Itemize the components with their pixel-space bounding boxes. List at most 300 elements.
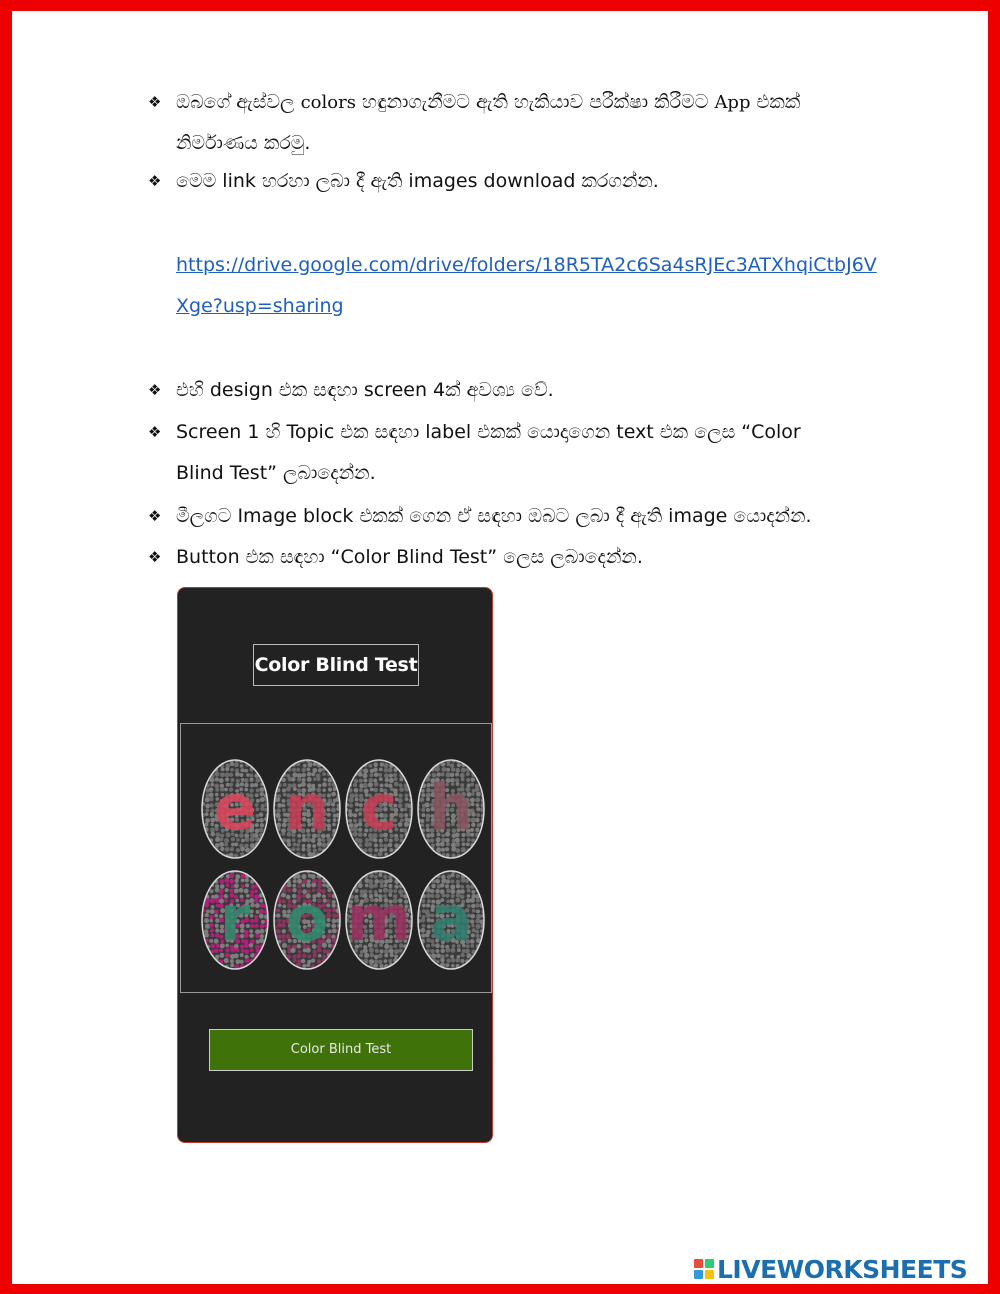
- plate-dot: [353, 813, 357, 817]
- bullet-item-2: [148, 161, 888, 202]
- plate-dot: [254, 759, 258, 763]
- plate-dot: [436, 868, 440, 872]
- plate-dot: [475, 930, 479, 934]
- plate-dot: [266, 849, 270, 853]
- plate-dot: [254, 853, 258, 857]
- plate-dot: [209, 923, 213, 927]
- plate-dot: [327, 869, 331, 873]
- plate-letter: r: [219, 882, 251, 955]
- plate-dot: [245, 958, 250, 963]
- plate-dot: [215, 853, 220, 858]
- plate-dot: [200, 783, 204, 787]
- plate-dot: [336, 949, 340, 953]
- plate-dot: [384, 959, 388, 963]
- plate-dot: [348, 819, 352, 823]
- plate-dot: [249, 854, 253, 858]
- plate-dot: [205, 804, 210, 809]
- plate-dot: [240, 874, 245, 879]
- plate-dot: [425, 874, 429, 878]
- plate-dot: [206, 762, 210, 766]
- plate-dot: [374, 848, 378, 852]
- plate-letter: n: [284, 771, 330, 844]
- plate-dot: [266, 778, 270, 782]
- plate-dot: [416, 945, 420, 949]
- plate-dot: [415, 894, 420, 899]
- plate-dot: [403, 762, 408, 767]
- plate-dot: [272, 883, 276, 887]
- plate-dot: [286, 963, 291, 968]
- plate-dot: [388, 868, 392, 872]
- plate-dot: [205, 913, 209, 917]
- plate-dot: [332, 908, 336, 912]
- plate-dot: [353, 783, 357, 787]
- plate-dot: [206, 875, 210, 879]
- plate-dot: [349, 853, 353, 857]
- diamond-bullet-icon: ❖: [148, 93, 162, 111]
- plate-dot: [204, 879, 208, 883]
- plate-dot: [408, 843, 412, 847]
- plate-dot: [327, 964, 332, 969]
- plate-dot: [471, 763, 475, 767]
- plate-letter: o: [285, 882, 329, 955]
- plate-dot: [331, 768, 336, 773]
- plate-dot: [476, 909, 480, 913]
- plate-dot: [210, 764, 214, 768]
- plate-dot: [255, 963, 260, 968]
- plate-dot: [250, 924, 254, 928]
- plate-dot: [336, 782, 341, 787]
- plate-dot: [204, 822, 208, 826]
- plate-dot: [358, 844, 362, 848]
- plate-dot: [482, 944, 486, 948]
- plate-dot: [293, 958, 297, 962]
- plate-dot: [332, 928, 337, 933]
- plate-dot: [416, 757, 421, 762]
- plate-dot: [416, 878, 421, 883]
- plate-dot: [415, 838, 419, 842]
- plate-letter: h: [428, 771, 474, 844]
- plate-dot: [472, 909, 476, 913]
- plate-dot: [348, 772, 353, 777]
- plate-dot: [349, 823, 354, 828]
- plate-dot: [353, 819, 357, 823]
- color-blind-test-button[interactable]: Color Blind Test: [209, 1029, 473, 1071]
- plate-dot: [278, 883, 282, 887]
- plate-dot: [200, 945, 204, 949]
- plate-dot: [224, 958, 229, 963]
- drive-link[interactable]: [176, 245, 896, 327]
- plate-dot: [250, 903, 255, 908]
- plate-dot: [200, 890, 205, 895]
- plate-dot: [354, 963, 359, 968]
- bullet-1-line2: නිර්මාණය කරමු.: [176, 132, 311, 154]
- plate-dot: [281, 870, 285, 874]
- plate-dot: [344, 777, 349, 782]
- plate-dot: [201, 828, 205, 832]
- plate-dot: [355, 798, 359, 802]
- plate-dot: [271, 837, 276, 842]
- plate-dot: [383, 875, 387, 879]
- plate-dot: [327, 763, 331, 767]
- plate-dot: [210, 853, 215, 858]
- plate-dot: [384, 852, 388, 856]
- plate-dot: [259, 818, 263, 822]
- plate-dot: [476, 813, 480, 817]
- plate-dot: [410, 768, 414, 772]
- plate-dot: [254, 868, 259, 873]
- plate-dot: [404, 960, 408, 964]
- plate-dot: [420, 868, 425, 873]
- plate-dot: [404, 794, 408, 798]
- plate-dot: [205, 964, 209, 968]
- color-plate: [271, 868, 342, 969]
- plate-dot: [393, 869, 397, 873]
- plate-dot: [337, 889, 342, 894]
- plate-dot: [210, 928, 214, 932]
- plate-dot: [481, 848, 485, 852]
- plate-dot: [455, 958, 460, 963]
- plate-dot: [408, 964, 413, 969]
- plate-dot: [331, 759, 336, 764]
- plate-dot: [426, 870, 430, 874]
- plate-dot: [276, 879, 280, 883]
- plate-dot: [415, 954, 420, 959]
- plate-dot: [404, 847, 408, 851]
- plate-dot: [476, 914, 481, 919]
- plate-dot: [302, 844, 306, 848]
- plate-dot: [254, 915, 258, 919]
- plate-dot: [205, 818, 210, 823]
- plate-dot: [421, 934, 425, 938]
- plate-dot: [201, 878, 205, 882]
- plate-dot: [420, 852, 425, 857]
- bullet-1-text-a: ඔබගේ ඇස්වල: [176, 91, 301, 113]
- plate-dot: [355, 808, 359, 812]
- plate-dot: [277, 874, 281, 878]
- plate-dot: [205, 773, 210, 778]
- plate-dot: [264, 757, 268, 761]
- plate-dot: [353, 832, 358, 837]
- plate-dot: [260, 903, 265, 908]
- plate-dot: [472, 964, 477, 969]
- plate-dot: [199, 833, 203, 837]
- plate-dot: [234, 854, 238, 858]
- plate-dot: [446, 959, 450, 963]
- plate-dot: [260, 768, 264, 772]
- plate-dot: [282, 763, 287, 768]
- plate-dot: [436, 847, 441, 852]
- plate-dot: [278, 767, 282, 771]
- plate-dot: [261, 884, 265, 888]
- plate-dot: [312, 852, 316, 856]
- plate-dot: [259, 959, 264, 964]
- plate-dot: [447, 875, 451, 879]
- plate-dot: [398, 803, 403, 808]
- plate-dot: [416, 832, 421, 837]
- bullet-item-1: [148, 82, 888, 164]
- plate-dot: [416, 948, 420, 952]
- plate-dot: [265, 949, 269, 953]
- plate-dot: [394, 964, 399, 969]
- plate-dot: [332, 868, 337, 873]
- plate-dot: [292, 869, 296, 873]
- plate-dot: [359, 757, 364, 762]
- plate-dot: [255, 934, 260, 939]
- plate-dot: [328, 852, 333, 857]
- plate-dot: [409, 959, 413, 963]
- plate-dot: [312, 844, 316, 848]
- plate-dot: [275, 813, 280, 818]
- plate-dot: [240, 764, 244, 768]
- liveworksheets-logo-icon: [694, 1259, 714, 1279]
- plate-dot: [450, 955, 454, 959]
- plate-dot: [221, 868, 225, 872]
- plate-dot: [311, 959, 315, 963]
- plate-dot: [431, 844, 435, 848]
- plate-dot: [477, 960, 481, 964]
- plate-dot: [398, 822, 403, 827]
- plate-dot: [378, 960, 383, 965]
- plate-dot: [240, 960, 244, 964]
- plate-dot: [398, 793, 402, 797]
- plate-dot: [209, 939, 213, 943]
- plate-dot: [379, 964, 383, 968]
- plate-dot: [475, 797, 480, 802]
- app-title-label: Color Blind Test: [253, 644, 419, 686]
- plate-letter: m: [346, 882, 412, 955]
- plate-dot: [337, 762, 341, 766]
- plate-dot: [331, 807, 336, 812]
- plate-dot: [327, 873, 331, 877]
- plate-dot: [344, 763, 349, 768]
- plate-dot: [199, 773, 204, 778]
- plate-dot: [482, 868, 486, 872]
- plate-dot: [254, 763, 259, 768]
- plate-dot: [415, 963, 420, 968]
- plate-dot: [420, 797, 425, 802]
- plate-dot: [421, 763, 425, 767]
- diamond-bullet-icon: ❖: [148, 507, 162, 525]
- plate-dot: [466, 758, 470, 762]
- plate-dot: [272, 768, 277, 773]
- plate-dot: [337, 869, 341, 873]
- plate-dot: [235, 874, 240, 879]
- plate-dot: [317, 959, 321, 963]
- plate-dot: [481, 773, 486, 778]
- plate-dot: [475, 919, 480, 924]
- plate-dot: [480, 768, 484, 772]
- plate-dot: [209, 873, 214, 878]
- plate-dot: [321, 757, 326, 762]
- plate-dot: [214, 939, 219, 944]
- plate-dot: [337, 758, 341, 762]
- plate-dot: [261, 842, 266, 847]
- plate-dot: [331, 802, 335, 806]
- bullet-item-4: [148, 412, 888, 494]
- plate-dot: [276, 908, 280, 912]
- plate-dot: [265, 883, 269, 887]
- plate-dot: [456, 848, 461, 853]
- plate-dot: [480, 885, 485, 890]
- plate-dot: [313, 848, 317, 852]
- plate-dot: [430, 868, 435, 873]
- plate-dot: [400, 808, 404, 812]
- plate-dot: [210, 869, 215, 874]
- plate-dot: [206, 910, 210, 914]
- plate-dot: [281, 965, 285, 969]
- plate-dot: [399, 852, 404, 857]
- plate-dot: [205, 768, 210, 773]
- plate-dot: [266, 833, 270, 837]
- plate-dot: [422, 847, 426, 851]
- plate-dot: [415, 767, 420, 772]
- plate-dot: [476, 848, 480, 852]
- plate-dot: [291, 847, 295, 851]
- plate-dot: [480, 954, 485, 959]
- plate-dot: [260, 924, 265, 929]
- plate-dot: [421, 884, 426, 889]
- plate-dot: [199, 853, 203, 857]
- plate-dot: [343, 853, 347, 857]
- plate-dot: [230, 963, 234, 967]
- plate-dot: [426, 960, 430, 964]
- liveworksheets-watermark: [694, 1255, 967, 1283]
- plate-dot: [271, 948, 276, 953]
- plate-dot: [348, 809, 352, 813]
- plate-dot: [332, 823, 336, 827]
- plate-dot: [307, 844, 312, 849]
- plate-dot: [281, 849, 285, 853]
- plate-dot: [482, 828, 487, 833]
- plate-dot: [265, 843, 269, 847]
- plate-dot: [440, 958, 444, 962]
- plate-dot: [199, 900, 203, 904]
- plate-dot: [348, 764, 352, 768]
- bullet-item-5: [148, 496, 888, 537]
- color-plate: [343, 757, 414, 858]
- color-plate: [415, 757, 487, 859]
- plate-dot: [204, 903, 209, 908]
- plate-dot: [277, 854, 281, 858]
- plate-dot: [337, 774, 341, 778]
- plate-dot: [209, 793, 214, 798]
- plate-dot: [421, 958, 426, 963]
- plate-dot: [276, 869, 280, 873]
- plate-dot: [364, 869, 368, 873]
- plate-dot: [384, 763, 389, 768]
- plate-dot: [236, 848, 240, 852]
- plate-dot: [354, 823, 358, 827]
- plate-dot: [205, 812, 209, 816]
- plate-dot: [405, 874, 409, 878]
- plate-dot: [389, 758, 393, 762]
- plate-dot: [354, 873, 358, 877]
- plate-dot: [210, 909, 215, 914]
- app-screen-mockup: [177, 587, 493, 1143]
- bullet-1-text-e: එකක්: [750, 91, 801, 113]
- plate-dot: [259, 909, 264, 914]
- plate-dot: [348, 844, 352, 848]
- plate-dot: [404, 869, 409, 874]
- plate-dot: [255, 945, 259, 949]
- plate-dot: [344, 960, 348, 964]
- plate-dot: [421, 928, 426, 933]
- plate-dot: [475, 828, 479, 832]
- plate-dot: [271, 939, 276, 944]
- plate-dot: [277, 803, 282, 808]
- plate-dot: [476, 803, 480, 807]
- plate-dot: [306, 848, 311, 853]
- plate-dot: [199, 762, 204, 767]
- plate-dot: [283, 757, 288, 762]
- plate-dot: [259, 914, 264, 919]
- plate-dot: [230, 762, 234, 766]
- plate-dot: [307, 852, 312, 857]
- plate-dot: [421, 813, 425, 817]
- plate-dot: [373, 963, 378, 968]
- color-plate: [199, 757, 271, 859]
- plate-dot: [337, 959, 342, 964]
- plate-dot: [272, 848, 277, 853]
- plate-dot: [354, 960, 358, 964]
- plate-dot: [214, 963, 219, 968]
- plate-letter: e: [213, 771, 257, 844]
- plate-dot: [410, 875, 414, 879]
- logo-square: [694, 1270, 703, 1279]
- plate-dot: [287, 869, 291, 873]
- plate-dot: [277, 923, 282, 928]
- plate-dot: [272, 958, 277, 963]
- plate-dot: [470, 849, 474, 853]
- logo-square: [694, 1259, 703, 1268]
- plate-dot: [343, 847, 347, 851]
- plate-dot: [259, 938, 264, 943]
- plate-dot: [416, 885, 420, 889]
- plate-dot: [277, 794, 281, 798]
- plate-dot: [475, 852, 479, 856]
- plate-dot: [261, 853, 265, 857]
- plate-dot: [209, 915, 213, 919]
- plate-dot: [441, 848, 445, 852]
- plate-dot: [261, 880, 265, 884]
- plate-dot: [349, 963, 354, 968]
- plate-dot: [446, 762, 450, 766]
- plate-dot: [359, 964, 363, 968]
- plate-dot: [420, 819, 424, 823]
- plate-dot: [281, 873, 285, 877]
- plate-dot: [332, 879, 336, 883]
- plate-dot: [205, 924, 210, 929]
- plate-dot: [245, 868, 249, 872]
- diamond-bullet-icon: ❖: [148, 172, 162, 190]
- plate-dot: [421, 954, 425, 958]
- bullet-1-text-b: colors: [300, 92, 356, 113]
- plate-dot: [205, 808, 209, 812]
- plate-dot: [234, 762, 239, 767]
- plate-dot: [482, 959, 486, 963]
- plate-dot: [265, 963, 269, 967]
- plate-dot: [344, 839, 348, 843]
- plate-dot: [399, 813, 404, 818]
- plate-dot: [336, 853, 341, 858]
- plate-dot: [426, 964, 430, 968]
- plate-dot: [260, 792, 264, 796]
- plate-dot: [481, 878, 485, 882]
- color-plates-image: [180, 723, 492, 993]
- plate-dot: [421, 918, 426, 923]
- plate-dot: [273, 944, 277, 948]
- plate-dot: [254, 889, 258, 893]
